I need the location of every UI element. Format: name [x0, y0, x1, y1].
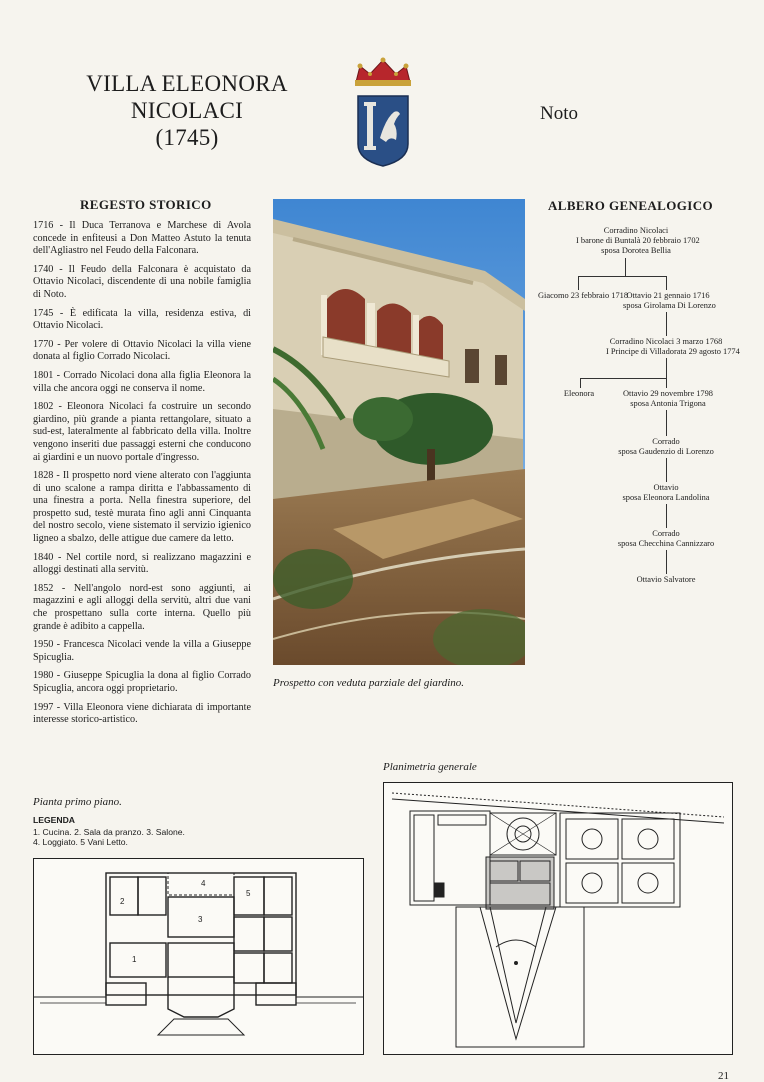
regesto-entry: 1716 - Il Duca Terranova e Marchese di Avola concede in enfiteusi a Don Matteo Astuto la tenuta dell'Agliastro nel Feudo della Falconara. — [33, 220, 251, 257]
regesto-title: REGESTO STORICO — [80, 197, 212, 212]
regesto-entry: 1840 - Nel cortile nord, si realizzano magazzini e alloggi destinati alla servitù. — [33, 551, 251, 576]
title-year: (1745) — [155, 125, 219, 150]
tree-ottavio-2: Ottavio sposa Eleonora Landolina — [622, 483, 710, 502]
site-plan-illustration — [384, 783, 732, 1054]
legenda-line: 4. Loggiato. 5 Vani Letto. — [33, 837, 128, 847]
tree-ottavio-salvatore: Ottavio Salvatore — [636, 575, 696, 584]
tree-eleonora: Eleonora — [563, 389, 595, 398]
tree-root: Corradino Nicolaci I barone di Buntalà 20 febbraio 1702 sposa Dorotea Bellia — [576, 226, 700, 255]
tree-connector — [666, 410, 667, 436]
tree-connector — [666, 358, 667, 378]
regesto-entry: 1950 - Francesca Nicolaci vende la villa a Giuseppe Spicuglia. — [33, 639, 251, 663]
tree-corrado-1: Corrado sposa Gaudenzio di Lorenzo — [618, 437, 714, 456]
regesto-list — [33, 220, 251, 733]
villa-title — [62, 70, 312, 151]
tree-corradino-1768: Corradino Nicolaci 3 marzo 1768 I Principe di Villadorata 29 agosto 1774 — [606, 337, 740, 356]
planimetria-title: Planimetria generale — [383, 761, 477, 773]
regesto-entry: 1745 - È edificata la villa, residenza estiva, di Ottavio Nicolaci. — [33, 307, 251, 332]
tree-connector — [666, 276, 667, 290]
regesto-entry: 1801 - Corrado Nicolaci dona alla figlia Eleonora la villa che ancora oggi ne conserva il nome. — [33, 369, 251, 394]
tree-connector — [666, 504, 667, 528]
page-number: 21 — [718, 1070, 729, 1082]
regesto-entry: 1802 - Eleonora Nicolaci fa costruire un secondo giardino, più grande a pianta rettangolare, situato a sud-est, lateralmente al fabbricato della villa. Inoltre vengono inseriti due passaggi esterni che conducono ai giardini e un nuovo portale d'ingresso. — [33, 401, 251, 463]
pianta-drawing — [33, 858, 364, 1055]
regesto-entry: 1997 - Villa Eleonora viene dichiarata di importante interesse storico-artistico. — [33, 701, 251, 726]
tree-connector — [666, 458, 667, 482]
tree-connector — [578, 276, 666, 277]
regesto-entry: 1980 - Giuseppe Spicuglia la dona al figlio Corrado Spicuglia, ancora oggi proprietario. — [33, 670, 251, 694]
tree-connector — [580, 378, 666, 379]
room-label-1: 1 — [132, 955, 137, 964]
room-label-2: 2 — [120, 897, 125, 906]
legenda-title: LEGENDA — [33, 815, 76, 825]
room-label-5: 5 — [246, 889, 251, 898]
title-line-2: NICOLACI — [130, 98, 244, 123]
coat-of-arms — [350, 52, 416, 170]
title-line-1: VILLA ELEONORA — [86, 71, 288, 96]
regesto-entry: 1828 - Il prospetto nord viene alterato con l'aggiunta di uno scalone a rampa diritta e l'abbassamento di una finestra a porta. Nella finestra superiore, del prospetto sud, testè murata fino agli anni Cinquanta del nostro secolo, viene sistemato il servizio igienico ligneo a sbalzo, delle attigue due camere da letto. — [33, 470, 251, 545]
tree-giacomo: Giacomo 23 febbraio 1718 — [538, 291, 629, 300]
regesto-entry: 1770 - Per volere di Ottavio Nicolaci la villa viene donata al figlio Corrado Nicolaci. — [33, 338, 251, 363]
albero-title: ALBERO GENEALOGICO — [548, 198, 714, 213]
tree-connector — [666, 550, 667, 574]
regesto-entry: 1740 - Il Feudo della Falconara è acquistato da Ottavio Nicolaci, discendente di una nobile famiglia di Noto. — [33, 263, 251, 300]
planimetria-drawing — [383, 782, 733, 1055]
tree-connector — [625, 258, 626, 276]
floor-plan-illustration — [34, 859, 363, 1054]
room-label-4: 4 — [201, 879, 206, 888]
pianta-title: Pianta primo piano. — [33, 796, 122, 808]
regesto-entry: 1852 - Nell'angolo nord-est sono aggiunti, ai magazzini e agli alloggi della servitù, altri due vani che prospettano sulla corte interna. Quello più grande è adibito a cappella. — [33, 582, 251, 632]
tree-corrado-2: Corrado sposa Checchina Cannizzaro — [617, 529, 715, 548]
family-tree — [528, 218, 764, 598]
tree-connector — [580, 378, 581, 388]
tree-ottavio-1798: Ottavio 29 novembre 1798 sposa Antonia Trigona — [622, 389, 713, 408]
tree-connector — [666, 312, 667, 336]
room-label-3: 3 — [198, 915, 203, 924]
tree-ottavio-1716: Ottavio 21 gennaio 1716 sposa Girolama Di Lorenzo — [623, 291, 716, 310]
photo-caption: Prospetto con veduta parziale del giardino. — [273, 677, 465, 689]
villa-photo — [273, 199, 525, 665]
coat-of-arms-icon — [350, 52, 416, 170]
place-name: Noto — [540, 103, 578, 124]
legenda-line: 1. Cucina. 2. Sala da pranzo. 3. Salone. — [33, 827, 185, 837]
legenda — [33, 815, 185, 847]
tree-connector — [666, 378, 667, 388]
tree-connector — [578, 276, 579, 290]
villa-photo-illustration — [273, 199, 525, 665]
